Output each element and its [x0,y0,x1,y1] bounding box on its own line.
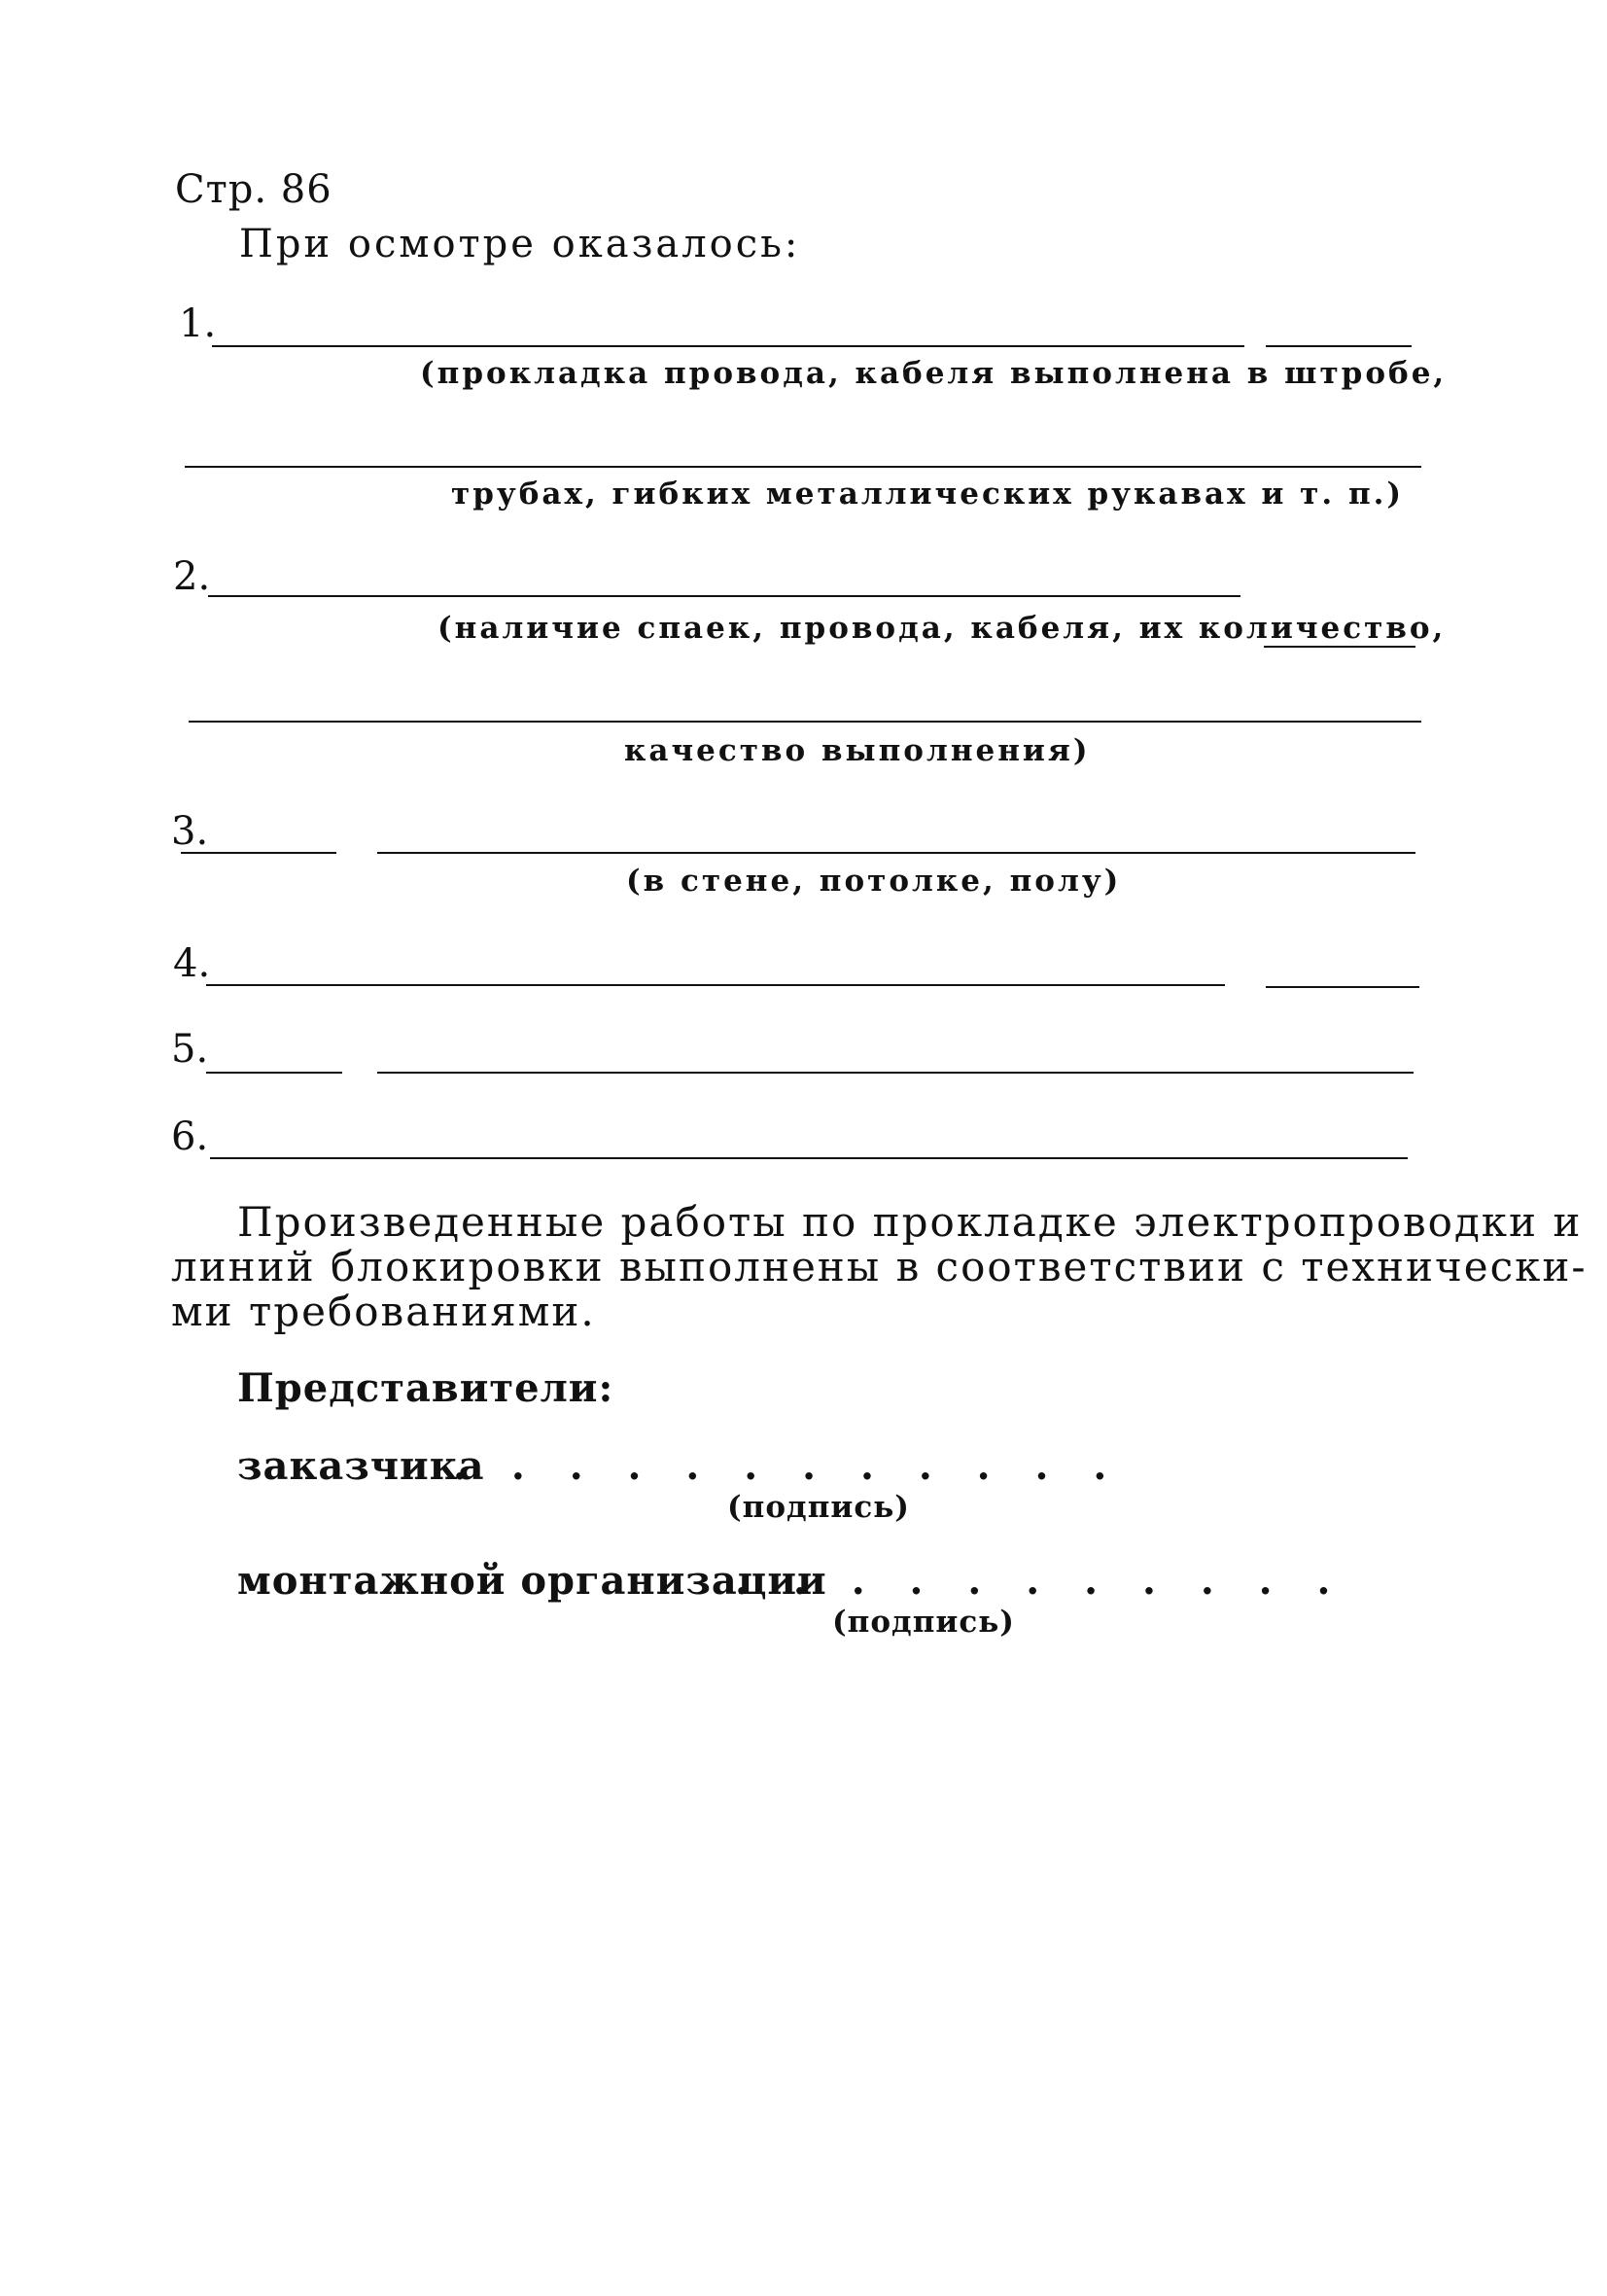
signature-dots: . . . . . . . . . . . . [453,1443,1123,1489]
fill-line [206,1072,342,1074]
item-number: 4. [173,941,211,986]
item-number: 5. [171,1027,209,1072]
fill-line [206,984,1225,986]
fill-line [208,595,1240,597]
representatives-title: Представители: [237,1365,614,1411]
fill-line [212,345,1244,347]
fill-line [185,466,1421,468]
item-caption: трубах, гибких металлических рукавах и т. п.) [451,477,1405,512]
page-reference: Стр. 86 [175,167,332,212]
item-caption: (прокладка провода, кабеля выполнена в штробе, [420,356,1448,391]
signature-caption: (подпись) [727,1490,910,1525]
item-number: 1. [179,301,217,346]
signature-dots: . . . . . . . . . . . [735,1558,1346,1604]
item-caption: (наличие спаек, провода, кабеля, их количество, [437,611,1447,646]
customer-label: заказчика [237,1443,485,1489]
signature-caption: (подпись) [832,1605,1015,1640]
item-number: 2. [173,554,211,599]
fill-line [1266,345,1412,347]
item-caption: качество выполнения) [624,733,1091,768]
fill-line [210,1157,1408,1159]
fill-line [189,721,1421,723]
item-number: 3. [171,809,209,854]
installer-label: монтажной организации [237,1558,827,1604]
conclusion-line: линий блокировки выполнены в соответствии с технически- [171,1243,1588,1290]
conclusion-line: Произведенные работы по прокладке электропроводки и [237,1198,1583,1246]
conclusion-line: ми требованиями. [171,1288,596,1335]
item-number: 6. [171,1114,209,1159]
fill-line [181,852,336,854]
fill-line [1264,646,1415,648]
fill-line [377,852,1415,854]
fill-line [377,1072,1414,1074]
fill-line [1266,986,1419,988]
item-caption: (в стене, потолке, полу) [626,864,1122,899]
intro-heading: При осмотре оказалось: [239,222,801,266]
